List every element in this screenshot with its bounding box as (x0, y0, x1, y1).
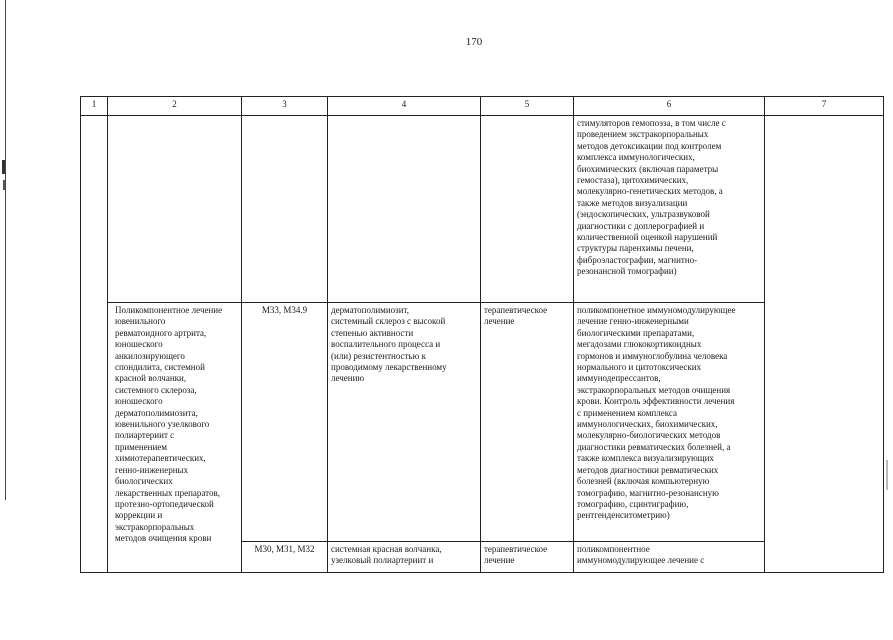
header-cell: 2 (108, 97, 242, 116)
table-row (81, 303, 884, 542)
table-row-continuation (81, 116, 884, 303)
header-cell: 3 (242, 97, 328, 116)
medical-services-table (80, 96, 884, 573)
header-cell: 5 (481, 97, 574, 116)
cell-patient-model: системная красная волчанка, узелковый полиартериит и (328, 542, 481, 573)
cell-icd-codes: М30, М31, М32 (242, 542, 328, 573)
header-cell: 1 (81, 97, 108, 116)
cell-patient-model (328, 116, 481, 303)
cell-treatment-type (481, 116, 574, 303)
scan-edge-line (5, 0, 6, 500)
cell-icd-codes: М33, М34.9 (242, 303, 328, 542)
cell-service-name: Поликомпонентное лечение ювенильного ревматоидного артрита, юношеского анкилозирующего спондилита, системной красной волчанки, системного склероза, юношеского дерматополимиозита, ювенильного узелкового полиартериит с применением химиотерапевтических, генно-инженерных биологических лекарственных препаратов, протезно-ортопедической коррекции и экстракорпоральных методов очищения крови (108, 303, 242, 573)
header-cell: 4 (328, 97, 481, 116)
table-header-row (81, 97, 884, 116)
cell-patient-model: дерматополимиозит, системный склероз с высокой степенью активности воспалительного процесса и (или) резистентностью к проводимому лекарственному лечению (328, 303, 481, 542)
cell-treatment-method: поликомпонентное иммуномодулирующее лечение с (574, 542, 765, 573)
cell-treatment-type: терапевтическое лечение (481, 542, 574, 573)
page-number: 170 (465, 36, 483, 48)
header-cell: 6 (574, 97, 765, 116)
cell-number (81, 116, 108, 573)
scan-edge-mark (3, 180, 5, 190)
cell-treatment-method: поликомпонетное иммуномодулирующее лечение генно-инженерными биологическими препаратами, мегадозами глюкокортикоидных гормонов и иммуноглобулина человека нормального и цитотоксических иммунодепрессантов, экстракорпоральных методов очищения крови. Контроль эффективности лечения с применением комплекса иммунологических, биохимических, молекулярно-биологических методов диагностики ревматических болезней, а также комплекса визуализирующих методов диагностики ревматических болезней (включая компьютерную томографию, магнитно-резонансную томографию, сцинтиграфию, рентгенденситометрию) (574, 303, 765, 542)
cell-cost (765, 116, 884, 573)
cell-treatment-method: стимуляторов гемопоэза, в том числе с проведением экстракорпоральных методов детоксикации под контролем комплекса иммунологических, биохимических (включая параметры гемостаза), цитохимических, молекулярно-генетических методов, а также методов визуализации (эндоскопических, ультразвуковой диагностики с доплерографией и количественной оценкой нарушений структуры паренхимы печени, фиброэластографии, магнитно- резонансной томографии) (574, 116, 765, 303)
header-cell: 7 (765, 97, 884, 116)
cell-treatment-type: терапевтическое лечение (481, 303, 574, 542)
scan-edge-mark (2, 160, 5, 174)
cell-service-name (108, 116, 242, 303)
cell-icd-codes (242, 116, 328, 303)
scan-edge-mark (886, 460, 888, 490)
